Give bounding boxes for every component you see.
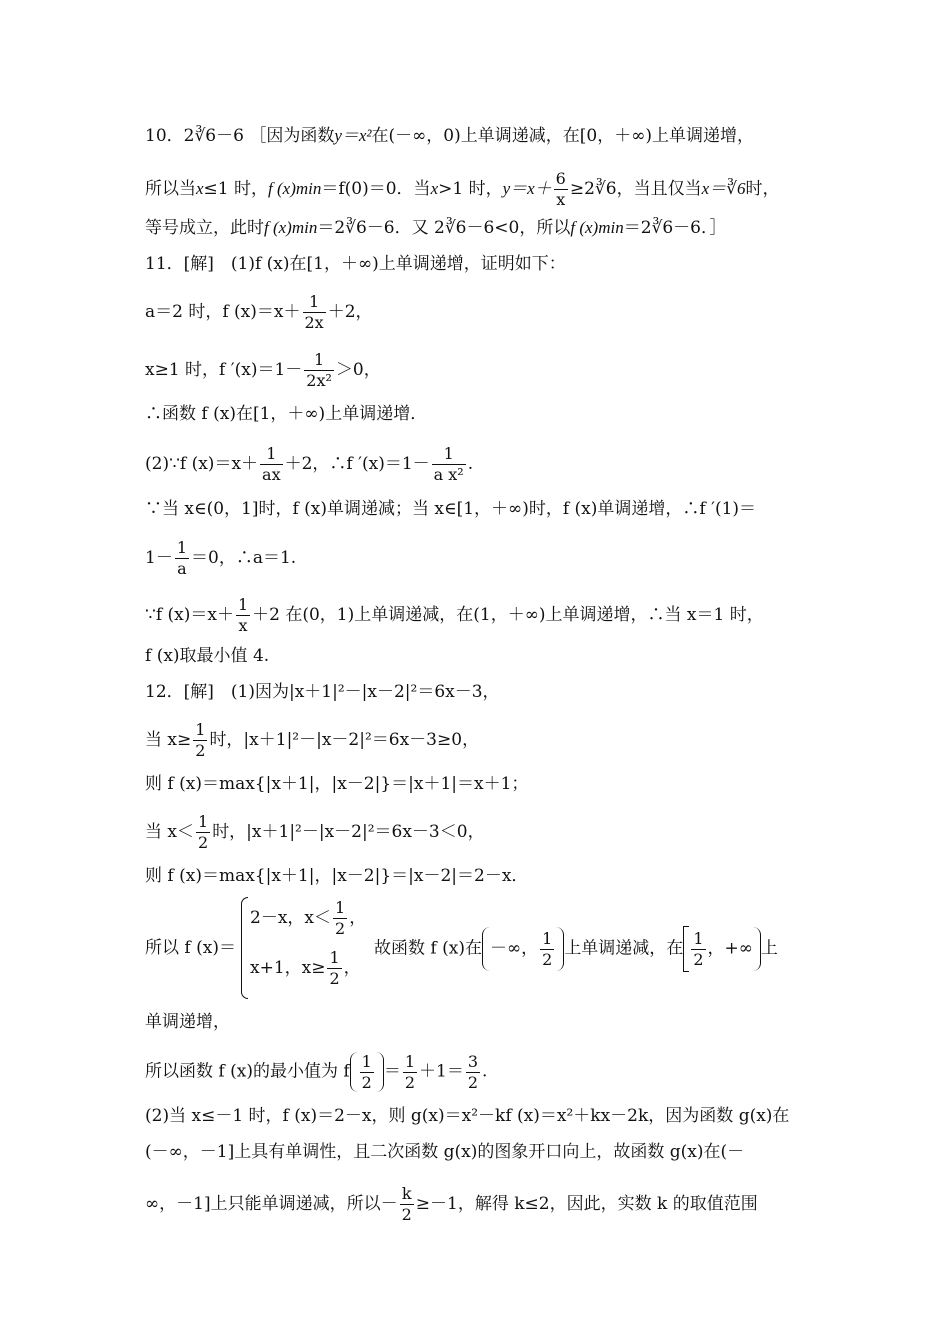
p10-line3 <box>145 216 830 240</box>
math: x <box>196 179 204 198</box>
fraction <box>236 597 250 634</box>
p12-inc: 单调递增， <box>145 1012 230 1032</box>
math: f (x)min <box>264 218 318 237</box>
text: ［因为函数 <box>249 126 335 146</box>
numerator: 1 <box>404 1051 416 1071</box>
fraction <box>403 1051 417 1092</box>
math: x＝∛6 <box>701 179 746 198</box>
piecewise-case2 <box>250 950 361 987</box>
p12-q2c <box>145 1186 830 1223</box>
p12-case2 <box>145 814 830 851</box>
fraction <box>540 928 554 969</box>
text: x+1，x≥ <box>250 958 326 978</box>
p11-min: f (x)取最小值 4. <box>145 646 270 666</box>
text: 上 <box>760 938 778 959</box>
comma: ， <box>343 958 361 978</box>
text: 当 x＜ <box>145 822 194 842</box>
p12-minv <box>145 1052 830 1092</box>
math: y＝x＋ <box>502 179 552 198</box>
fraction <box>175 540 189 577</box>
text: (2)∵f (x)＝x＋ <box>145 454 259 474</box>
numerator: 1 <box>335 898 346 917</box>
text: 时，|x＋1|²－|x－2|²＝6x－3＜0， <box>212 822 485 842</box>
numerator: 1 <box>195 720 206 739</box>
fraction <box>260 446 283 483</box>
p12-r2: 则 f (x)＝max{|x＋1|，|x－2|}＝|x－2|＝2－x． <box>145 866 529 886</box>
p11-head: 11．[解] (1)f (x)在[1，＋∞)上单调递增，证明如下： <box>145 254 566 274</box>
p12-dec <box>374 926 778 972</box>
numerator: 1 <box>198 812 209 831</box>
p12-q2b: (－∞，－1]上具有单调性，且二次函数 g(x)的图象开口向上，故函数 g(x)在(－ <box>145 1142 745 1162</box>
p11-concl: ∴函数 f (x)在[1，＋∞)上单调递增． <box>145 404 428 424</box>
math: x <box>430 179 439 198</box>
text: ∵f (x)＝x＋ <box>145 605 234 625</box>
text: 故函数 f (x)在 <box>374 938 482 959</box>
math: f (x)min <box>570 218 624 237</box>
denominator: 2 <box>198 833 209 852</box>
text: ＝2∛6－6．又 2∛6－6<0，所以 <box>317 218 571 238</box>
fraction <box>193 722 207 759</box>
piecewise-case1 <box>250 900 366 937</box>
text: 在(－∞，0)上单调递减，在[0，＋∞)上单调递增， <box>371 126 754 146</box>
denominator: 2x <box>304 313 324 332</box>
p11-x1 <box>145 352 830 389</box>
denominator: x <box>556 190 566 209</box>
p12-r1: 则 f (x)＝max{|x＋1|，|x－2|}＝|x＋1|＝x＋1； <box>145 774 529 794</box>
fraction <box>691 928 705 969</box>
numerator: 1 <box>693 928 704 948</box>
p11-a2 <box>145 294 830 331</box>
text: ≥－1，解得 k≤2，因此，实数 k 的取值范围 <box>415 1194 758 1214</box>
fraction <box>304 352 334 389</box>
paren-left <box>350 1052 358 1092</box>
p10-line1 <box>145 124 830 148</box>
text: . <box>482 1061 488 1082</box>
text: ≤1 时， <box>203 179 269 199</box>
paren-left <box>482 927 490 971</box>
bracket-left <box>683 926 689 972</box>
numerator: 1 <box>176 538 188 557</box>
p12-head: 12．[解] (1)因为|x＋1|²－|x－2|²＝6x－3， <box>145 682 500 702</box>
text: 1－ <box>145 548 173 568</box>
numerator: 1 <box>542 928 553 948</box>
text: 所以当 <box>145 179 196 199</box>
text: 2－x，x＜ <box>250 908 331 928</box>
text: 上单调递减，在 <box>564 938 684 959</box>
text: . <box>467 454 474 474</box>
numerator: 1 <box>361 1051 372 1071</box>
comma: ， <box>349 908 367 928</box>
text: 等号成立，此时 <box>145 218 264 238</box>
p11-part2 <box>145 446 830 483</box>
p11-fx <box>145 597 830 634</box>
text: ＝0，∴a＝1. <box>191 548 297 568</box>
numerator: 1 <box>304 352 334 371</box>
numerator: 1 <box>329 948 340 967</box>
text: 时， <box>745 179 780 199</box>
fraction <box>327 950 341 987</box>
text: ∞，－1]上只能单调递减，所以－ <box>145 1194 398 1214</box>
text: ＋1＝ <box>419 1061 464 1082</box>
denominator: 2 <box>361 1072 372 1092</box>
numerator: 1 <box>432 446 466 465</box>
text: 所以 f (x)＝ <box>145 938 236 958</box>
paren-right <box>376 1052 384 1092</box>
numerator: 1 <box>237 595 249 614</box>
fraction <box>303 294 326 331</box>
math: f (x)min <box>268 179 322 198</box>
text: a＝2 时，f (x)＝x＋ <box>145 302 301 322</box>
text: ＞0， <box>335 360 381 380</box>
denominator: 2 <box>401 1205 412 1224</box>
fraction <box>466 1051 480 1092</box>
text: >1 时， <box>438 179 503 199</box>
text: 所以函数 f (x)的最小值为 f <box>145 1061 350 1082</box>
numerator: 1 <box>303 294 326 313</box>
text: 时，|x＋1|²－|x－2|²＝6x－3≥0， <box>209 730 480 750</box>
fraction <box>400 1186 414 1223</box>
denominator: 2 <box>693 949 704 969</box>
denominator: 2 <box>195 741 206 760</box>
text: ＝2∛6－6．］ <box>623 218 727 238</box>
problem-number: 10． <box>145 126 184 146</box>
denominator: 2 <box>329 969 340 988</box>
paren-right <box>753 927 761 971</box>
numerator: 3 <box>467 1051 479 1071</box>
fraction <box>333 900 347 937</box>
denominator: a x² <box>433 465 464 484</box>
text: ≥2∛6，当且仅当 <box>569 179 702 199</box>
denominator: 2 <box>467 1072 479 1092</box>
answer: 2∛6－6 <box>183 126 244 146</box>
denominator: 2 <box>404 1072 416 1092</box>
p11-a1 <box>145 540 830 577</box>
p12-q2a: (2)当 x≤－1 时，f (x)＝2－x，则 g(x)＝x²－kf (x)＝x²＋kx－2k，因为函数 g(x)在 <box>145 1106 790 1126</box>
fraction <box>432 446 466 483</box>
denominator: x <box>238 616 248 635</box>
denominator: 2 <box>335 919 346 938</box>
denominator: 2 <box>542 949 553 969</box>
text: 当 x≥ <box>145 730 192 750</box>
text: －∞， <box>489 938 539 959</box>
fraction <box>196 814 210 851</box>
p11-when: ∵当 x∈(0，1]时，f (x)单调递减；当 x∈[1，＋∞)时，f (x)单调递增，∴f ′(1)＝ <box>145 499 757 519</box>
text: ＋2， <box>327 302 373 322</box>
p10-line2 <box>145 171 830 208</box>
math: y＝x² <box>334 126 372 145</box>
numerator: 6 <box>555 169 566 188</box>
text: ＝ <box>383 1061 401 1082</box>
piecewise-brace <box>241 897 248 999</box>
numerator: 1 <box>260 446 283 465</box>
text: x≥1 时，f ′(x)＝1－ <box>145 360 303 380</box>
numerator: k <box>400 1186 414 1205</box>
p12-case1 <box>145 722 830 759</box>
denominator: 2x² <box>306 371 332 390</box>
text: ＋2，∴f ′(x)＝1－ <box>284 454 430 474</box>
denominator: a <box>177 559 187 578</box>
denominator: ax <box>262 465 281 484</box>
text: ＋2 在(0，1)上单调递减，在(1，＋∞)上单调递增，∴当 x＝1 时， <box>252 605 764 625</box>
text: ＝f(0)＝0．当 <box>321 179 431 199</box>
fraction <box>554 171 568 208</box>
text: ，+∞ <box>707 938 753 959</box>
fraction <box>360 1051 374 1092</box>
